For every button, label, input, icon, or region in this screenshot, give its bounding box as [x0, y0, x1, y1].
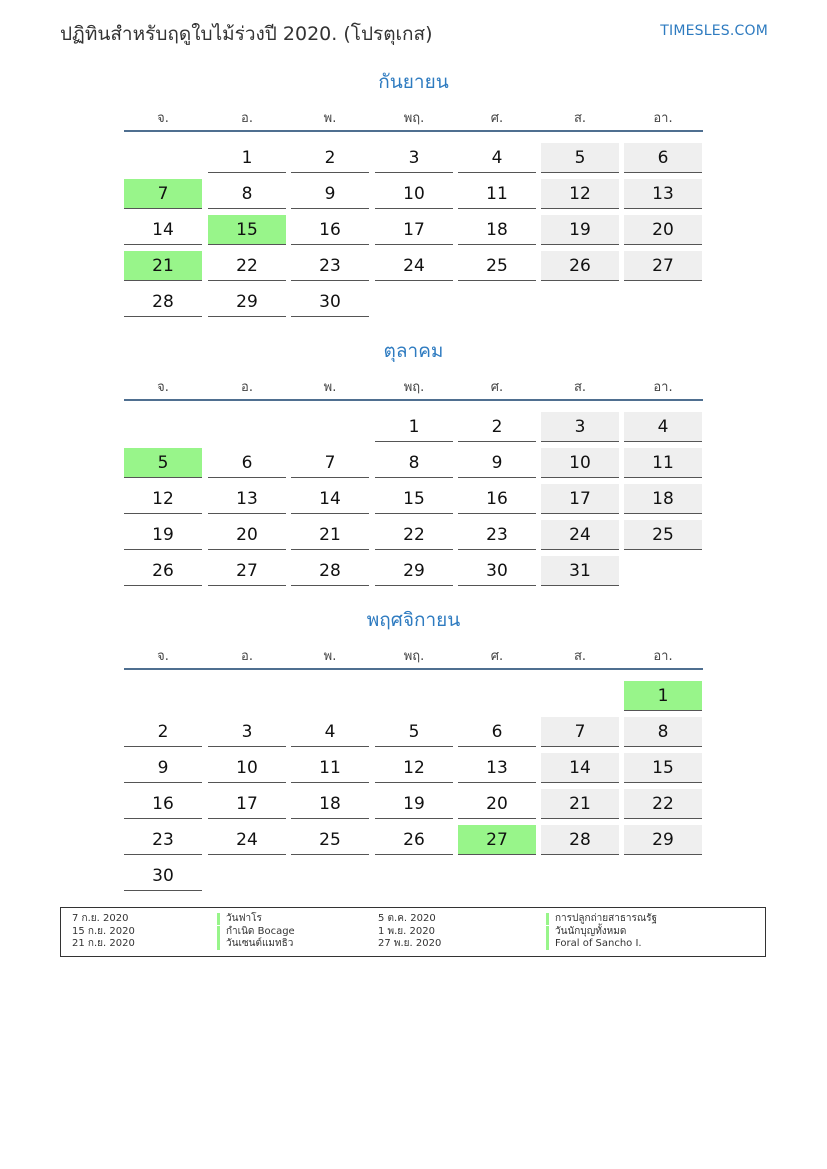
day-cell: 14: [541, 753, 619, 783]
month-name: ตุลาคม: [383, 340, 444, 362]
weekday-label: ส.: [573, 380, 587, 395]
day-cell: 14: [124, 215, 202, 245]
weekday-header: [124, 376, 704, 396]
day-cell: 28: [541, 825, 619, 855]
month-name: พฤศจิกายน: [366, 609, 461, 631]
weekday-label: อ.: [241, 649, 253, 664]
header-divider: [124, 130, 703, 132]
day-cell: 11: [624, 448, 702, 478]
day-cell: 1: [624, 681, 702, 711]
day-cell: 1: [375, 412, 453, 442]
weekday-label: ศ.: [490, 111, 504, 126]
day-cell: 4: [291, 717, 369, 747]
day-cell: 26: [375, 825, 453, 855]
day-cell: 17: [541, 484, 619, 514]
brand-link[interactable]: TIMESLES.COM: [660, 23, 768, 39]
weekday-label: ศ.: [490, 380, 504, 395]
day-cell: 29: [624, 825, 702, 855]
day-cell: 4: [624, 412, 702, 442]
day-cell: 3: [375, 143, 453, 173]
day-cell: 27: [624, 251, 702, 281]
weekday-label: พฤ.: [403, 380, 425, 395]
page-title: ปฏิทินสำหรับฤดูใบไม้ร่วงปี 2020. (โปรตุเกส): [60, 23, 433, 45]
day-cell: 30: [458, 556, 536, 586]
day-cell: 25: [624, 520, 702, 550]
day-cell: 24: [208, 825, 286, 855]
weekday-label: อา.: [653, 380, 673, 395]
month-name: กันยายน: [378, 71, 449, 93]
weekday-label: พฤ.: [403, 111, 425, 126]
day-cell: 10: [208, 753, 286, 783]
day-cell: 8: [375, 448, 453, 478]
day-cell: 11: [458, 179, 536, 209]
legend-holiday-name: วันฟาโร: [217, 913, 262, 925]
day-cell: 24: [541, 520, 619, 550]
legend-date: 21 ก.ย. 2020: [72, 938, 135, 949]
day-cell: 8: [624, 717, 702, 747]
legend-date: 27 พ.ย. 2020: [378, 938, 442, 949]
day-cell: 18: [624, 484, 702, 514]
day-cell: 12: [541, 179, 619, 209]
day-cell: 11: [291, 753, 369, 783]
day-cell: 18: [291, 789, 369, 819]
day-cell: 10: [541, 448, 619, 478]
header-divider: [124, 399, 703, 401]
day-cell: 21: [291, 520, 369, 550]
weekday-label: อ.: [241, 111, 253, 126]
day-cell: 23: [458, 520, 536, 550]
day-cell: 15: [624, 753, 702, 783]
day-cell: 21: [541, 789, 619, 819]
day-cell: 7: [124, 179, 202, 209]
day-cell: 9: [291, 179, 369, 209]
day-cell: 4: [458, 143, 536, 173]
day-cell: 23: [291, 251, 369, 281]
day-cell: 28: [124, 287, 202, 317]
weekday-label: อา.: [653, 649, 673, 664]
day-cell: 13: [458, 753, 536, 783]
day-cell: 27: [208, 556, 286, 586]
day-cell: 5: [541, 143, 619, 173]
day-cell: 17: [375, 215, 453, 245]
legend-date: 5 ต.ค. 2020: [378, 913, 436, 924]
legend-date: 7 ก.ย. 2020: [72, 913, 129, 924]
day-cell: 30: [124, 861, 202, 891]
weekday-label: พ.: [323, 380, 337, 395]
day-cell: 15: [208, 215, 286, 245]
day-cell: 22: [624, 789, 702, 819]
day-cell: 1: [208, 143, 286, 173]
day-cell: 16: [291, 215, 369, 245]
day-cell: 30: [291, 287, 369, 317]
day-cell: 12: [375, 753, 453, 783]
day-cell: 12: [124, 484, 202, 514]
weekday-label: ศ.: [490, 649, 504, 664]
day-cell: 7: [291, 448, 369, 478]
day-cell: 25: [458, 251, 536, 281]
day-cell: 9: [458, 448, 536, 478]
month-block: [0, 336, 827, 581]
day-cell: 2: [124, 717, 202, 747]
day-cell: 3: [208, 717, 286, 747]
day-cell: 6: [458, 717, 536, 747]
day-cell: 29: [208, 287, 286, 317]
weekday-label: ส.: [573, 111, 587, 126]
legend-holiday-name: Foral of Sancho I.: [546, 938, 642, 950]
weekday-label: จ.: [157, 111, 169, 126]
day-cell: 6: [208, 448, 286, 478]
day-cell: 6: [624, 143, 702, 173]
legend-date: 1 พ.ย. 2020: [378, 925, 435, 937]
weekday-label: ส.: [573, 649, 587, 664]
day-cell: 19: [124, 520, 202, 550]
day-cell: 18: [458, 215, 536, 245]
day-cell: 26: [124, 556, 202, 586]
day-cell: 20: [458, 789, 536, 819]
weekday-label: อา.: [653, 111, 673, 126]
day-cell: 20: [208, 520, 286, 550]
day-cell: 21: [124, 251, 202, 281]
day-cell: 13: [624, 179, 702, 209]
day-cell: 26: [541, 251, 619, 281]
legend-holiday-name: วันเซนต์แมทธิว: [217, 938, 293, 950]
weekday-label: จ.: [157, 649, 169, 664]
day-cell: 13: [208, 484, 286, 514]
month-block: [0, 605, 827, 886]
day-cell: 9: [124, 753, 202, 783]
day-cell: 20: [624, 215, 702, 245]
day-cell: 16: [458, 484, 536, 514]
day-cell: 5: [375, 717, 453, 747]
legend-holiday-name: วันนักบุญทั้งหมด: [546, 926, 626, 938]
day-cell: 17: [208, 789, 286, 819]
day-cell: 15: [375, 484, 453, 514]
day-cell: 3: [541, 412, 619, 442]
day-cell: 8: [208, 179, 286, 209]
day-cell: 25: [291, 825, 369, 855]
day-cell: 2: [291, 143, 369, 173]
day-cell: 31: [541, 556, 619, 586]
day-cell: 22: [208, 251, 286, 281]
day-cell: 19: [541, 215, 619, 245]
weekday-label: จ.: [157, 380, 169, 395]
day-cell: 19: [375, 789, 453, 819]
weekday-header: [124, 645, 704, 665]
legend-holiday-name: กำเนิด Bocage: [217, 926, 295, 938]
day-cell: 2: [458, 412, 536, 442]
day-cell: 10: [375, 179, 453, 209]
header-divider: [124, 668, 703, 670]
day-cell: 16: [124, 789, 202, 819]
weekday-label: พ.: [323, 649, 337, 664]
day-cell: 24: [375, 251, 453, 281]
weekday-label: พฤ.: [403, 649, 425, 664]
day-cell: 27: [458, 825, 536, 855]
day-cell: 23: [124, 825, 202, 855]
day-cell: 14: [291, 484, 369, 514]
weekday-header: [124, 107, 704, 127]
holiday-legend: [60, 907, 766, 957]
legend-date: 15 ก.ย. 2020: [72, 925, 135, 937]
legend-holiday-name: การปลูกถ่ายสาธารณรัฐ: [546, 913, 657, 925]
day-cell: 29: [375, 556, 453, 586]
day-cell: 5: [124, 448, 202, 478]
day-cell: 7: [541, 717, 619, 747]
weekday-label: อ.: [241, 380, 253, 395]
day-cell: 28: [291, 556, 369, 586]
weekday-label: พ.: [323, 111, 337, 126]
month-block: [0, 67, 827, 312]
day-cell: 22: [375, 520, 453, 550]
